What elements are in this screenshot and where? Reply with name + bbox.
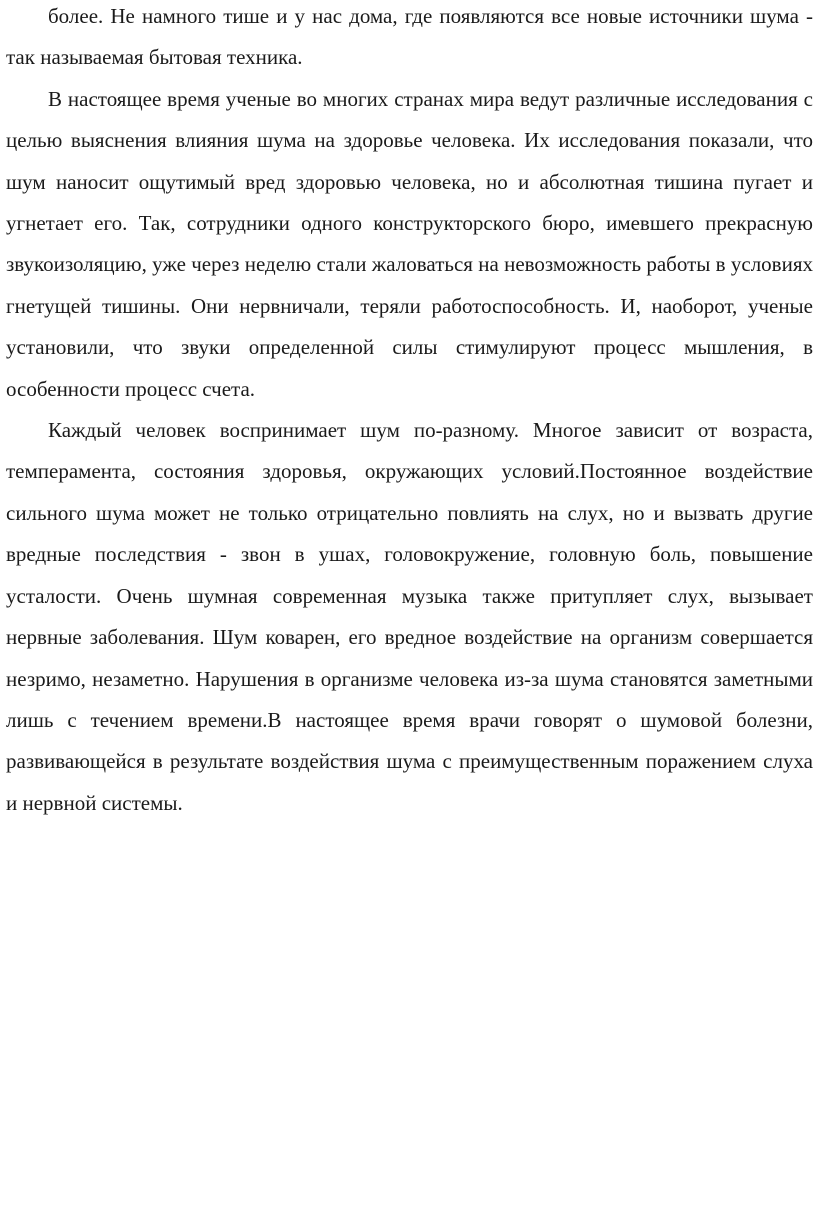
paragraph-perception: Каждый человек воспринимает шум по-разному. Многое зависит от возраста, темперамента, состояния здоровья, окружающих условий.Постоянное воздействие сильного шума может не только отрицательно повлиять на слух, но и вызвать другие вредные последствия - звон в ушах, головокружение, головную боль, повышение усталости. Очень шумная современная музыка также притупляет слух, вызывает нервные заболевания. Шум коварен, его вредное воздействие на организм совершается незримо, незаметно. Нарушения в организме человека из-за шума становятся заметными лишь с течением времени.В настоящее время врачи говорят о шумовой болезни, развивающейся в результате воздействия шума с преимущественным поражением слуха и нервной системы. bbox=[6, 418, 813, 815]
paragraph-research: В настоящее время ученые во многих странах мира ведут различные исследования с целью выяснения влияния шума на здоровье человека. Их исследования показали, что шум наносит ощутимый вред здоровью человека, но и абсолютная тишина пугает и угнетает его. Так, сотрудники одного конструкторского бюро, имевшего прекрасную звукоизоляцию, уже через неделю стали жаловаться на невозможность работы в условиях гнетущей тишины. Они нервничали, теряли работоспособность. И, наоборот, ученые установили, что звуки определенной силы стимулируют процесс мышления, в особенности процесс счета. bbox=[6, 86, 813, 401]
document-body bbox=[6, 0, 813, 824]
paragraph-continuation: более. Не намного тише и у нас дома, где появляются все новые источники шума - так называемая бытовая техника. bbox=[6, 4, 813, 70]
